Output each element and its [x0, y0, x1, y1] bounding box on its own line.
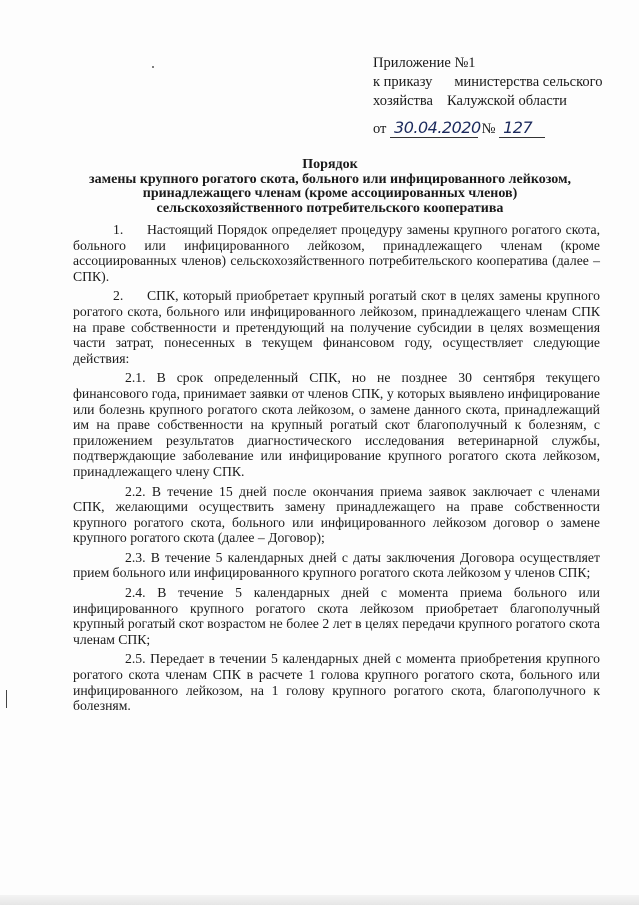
margin-mark: [6, 690, 7, 708]
scan-bottom-edge: [0, 895, 639, 905]
title-line-1: Порядок: [302, 157, 358, 172]
paragraph-2: [73, 288, 600, 366]
paragraph-2-5: 2.5. Передает в течении 5 календарных дней с момента приобретения крупного рогатого скота членам СПК в расчете 1 голова крупного рогатого скота, больного или инфицированного лейкозом, на 1 голову крупного рогатого скота, благополучного к болезням.: [73, 651, 600, 714]
document-title: [60, 158, 600, 216]
order-date-number: [373, 118, 545, 138]
paragraph-1: [73, 222, 600, 284]
paragraph-2-number: 2.: [113, 288, 124, 304]
annex-ministry: министерства сельского: [454, 74, 603, 90]
paragraph-1-number: 1.: [113, 222, 124, 237]
order-number-handwritten: 127: [499, 118, 545, 138]
annex-title: Приложение №1: [373, 55, 476, 71]
title-line-4: сельскохозяйственного потребительского кооператива: [156, 200, 504, 216]
paragraph-1-text: Настоящий Порядок определяет процедуру замены крупного рогатого скота, больного или инфицированного лейкозом, принадлежащего членам (кроме ассоциированных членов) сельскохозяйственного потребительского кооператива (далее – СПК).: [73, 222, 600, 284]
paragraph-2-3: 2.3. В течение 5 календарных дней с даты заключения Договора осуществляет прием больного или инфицированного крупного рогатого скота лейкозом у членов СПК;: [73, 549, 600, 581]
annex-header: [373, 54, 623, 111]
annex-agriculture: хозяйства: [373, 93, 433, 109]
title-line-2: замены крупного рогатого скота, больного или инфицированного лейкозом,: [88, 171, 572, 187]
order-from-label: от: [373, 121, 387, 137]
annex-order-ref: к приказу: [373, 74, 433, 90]
annex-line-3: [373, 92, 623, 111]
paragraph-2-2: 2.2. В течение 15 дней после окончания приема заявок заключает с членами СПК, желающими осуществить замену принадлежащего на праве собственности крупного рогатого скота, больного или инфицированного лейкозом договор о замене крупного рогатого скота (далее – Договор);: [73, 483, 600, 546]
scan-speck: [152, 66, 154, 68]
order-date-handwritten: 30.04.2020: [390, 118, 478, 138]
paragraph-2-1: 2.1. В срок определенный СПК, но не позднее 30 сентября текущего финансового года, принимает заявки от членов СПК, у которых выявлено инфицирование или болезнь крупного рогатого скота лейкозом, о замене данного скота, принадлежащий им на праве собственности на крупный рогатый скот благополучный к болезням, с приложением результатов диагностического исследования ветеринарной службы, подтверждающие заболевание или инфицирование крупного рогатого скота лейкозом, принадлежащего члену СПК.: [73, 370, 600, 479]
paragraph-2-4: 2.4. В течение 5 календарных дней с момента приема больного или инфицированного крупного рогатого скота лейкозом приобретает благополучный крупный рогатый скот возрастом не более 2 лет в целях передачи крупного рогатого скота членам СПК;: [73, 585, 600, 647]
order-number-label: №: [481, 121, 496, 137]
paragraph-2-text: СПК, который приобретает крупный рогатый скот в целях замены крупного рогатого скота, больного или инфицированного лейкозом, принадлежащего членам СПК на праве собственности и претендующий на получение субсидии в целях возмещения части затрат, понесенных в текущем финансовом году, осуществляет следующие действия:: [73, 288, 600, 366]
annex-region: Калужской области: [446, 93, 567, 109]
annex-line-2: [373, 73, 623, 92]
title-line-3: принадлежащего членам (кроме ассоциированных членов): [142, 186, 518, 201]
document-body: [73, 222, 600, 718]
